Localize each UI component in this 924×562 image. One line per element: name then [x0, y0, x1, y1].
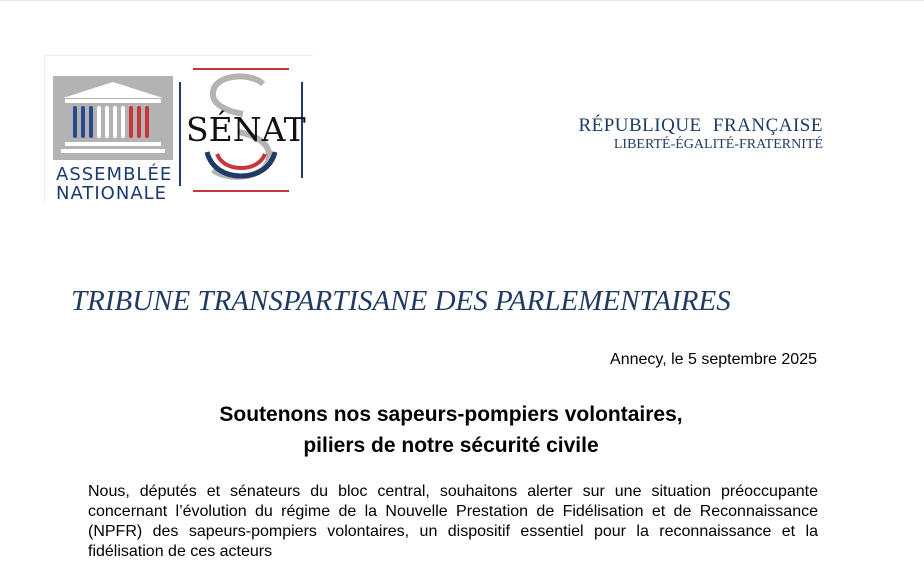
- document-heading: TRIBUNE TRANSPARTISANE DES PARLEMENTAIRES: [71, 285, 731, 317]
- logo-block: [44, 55, 313, 202]
- page-top-border: [0, 0, 924, 1]
- senat-wordmark: SÉNAT: [186, 110, 306, 149]
- hemicycle-icon: [53, 76, 173, 160]
- assemblee-building-emblem: [53, 76, 173, 160]
- assemblee-nationale-wordmark: [56, 165, 172, 203]
- place-date: Annecy, le 5 septembre 2025: [610, 351, 817, 368]
- article-body: [88, 482, 818, 562]
- logo-separator-left: [179, 82, 181, 186]
- republique-francaise-title: RÉPUBLIQUE FRANÇAISE: [578, 115, 823, 136]
- nationale-label: NATIONALE: [56, 183, 168, 204]
- assemblee-nationale-logo: [53, 74, 175, 204]
- article-title-line-2: piliers de notre sécurité civile: [303, 434, 599, 457]
- body-paragraph: Nous, députés et sénateurs du bloc central, souhaitons alerter sur une situation préoccupante concernant l’évolution du régime de la Nouvelle Prestation de Fidélisation et de Reconnaissance (NPFR) des sapeurs-pompiers volontaires, un dispositif essentiel pour la reconnaissance et la fidélisation de ces acteurs: [88, 483, 818, 560]
- assemblee-label: ASSEMBLÉE: [56, 164, 173, 185]
- senat-logo: [186, 66, 306, 194]
- republique-motto: LIBERTÉ-ÉGALITÉ-FRATERNITÉ: [613, 137, 823, 152]
- article-title-line-1: Soutenons nos sapeurs-pompiers volontaires,: [219, 403, 683, 426]
